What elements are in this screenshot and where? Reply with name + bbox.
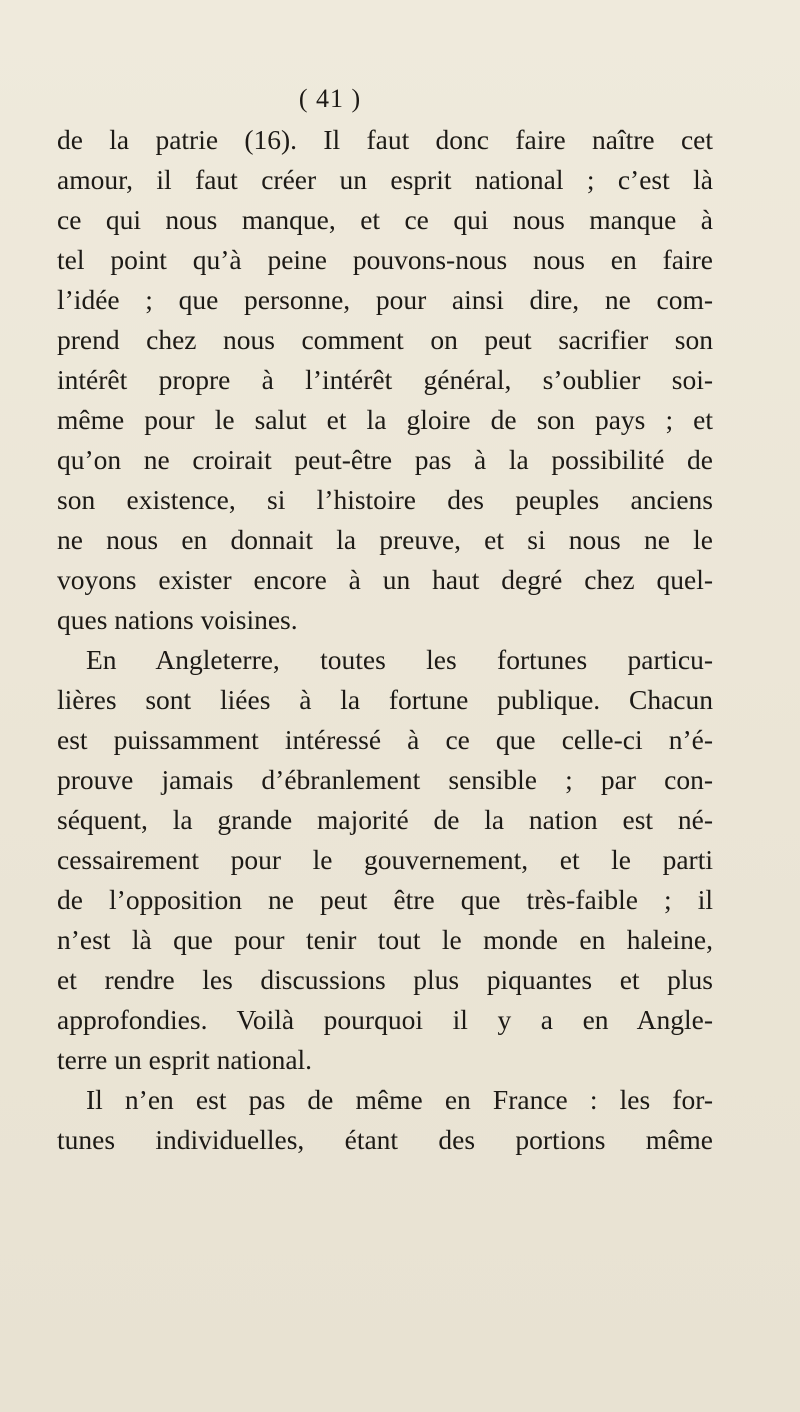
text-line: En Angleterre, toutes les fortunes particu- (86, 644, 713, 675)
text-line: lières sont liées à la fortune publique. Chacun (57, 684, 713, 715)
text-line: intérêt propre à l’intérêt général, s’oublier soi- (57, 364, 713, 395)
text-line: n’est là que pour tenir tout le monde en haleine, (57, 924, 713, 955)
text-line: amour, il faut créer un esprit national ; c’est là (57, 164, 713, 195)
text-line: terre un esprit national. (57, 1044, 313, 1075)
text-line: ne nous en donnait la preuve, et si nous ne le (57, 524, 713, 555)
text-line: tunes individuelles, étant des portions même (57, 1124, 713, 1155)
text-line: cessairement pour le gouvernement, et le parti (57, 844, 713, 875)
page-number: ( 41 ) (298, 84, 362, 113)
text-line: ce qui nous manque, et ce qui nous manque à (57, 204, 713, 235)
text-line: qu’on ne croirait peut-être pas à la possibilité de (57, 444, 713, 475)
text-line: prouve jamais d’ébranlement sensible ; par con- (57, 764, 713, 795)
text-line: ques nations voisines. (57, 604, 298, 635)
text-line: de la patrie (16). Il faut donc faire naître cet (57, 124, 713, 155)
text-line: est puissamment intéressé à ce que celle-ci n’é- (57, 724, 713, 755)
text-line: voyons exister encore à un haut degré chez quel- (57, 564, 713, 595)
text-line: tel point qu’à peine pouvons-nous nous en faire (57, 244, 713, 275)
text-line: l’idée ; que personne, pour ainsi dire, ne com- (57, 284, 713, 315)
text-line: Il n’en est pas de même en France : les for- (86, 1084, 713, 1115)
text-line: de l’opposition ne peut être que très-faible ; il (57, 884, 713, 915)
text-line: et rendre les discussions plus piquantes et plus (57, 964, 713, 995)
text-line: prend chez nous comment on peut sacrifier son (57, 324, 713, 355)
text-line: même pour le salut et la gloire de son pays ; et (57, 404, 713, 435)
text-line: approfondies. Voilà pourquoi il y a en Angle- (57, 1004, 713, 1035)
text-line: séquent, la grande majorité de la nation est né- (57, 804, 713, 835)
text-line: son existence, si l’histoire des peuples anciens (57, 484, 713, 515)
